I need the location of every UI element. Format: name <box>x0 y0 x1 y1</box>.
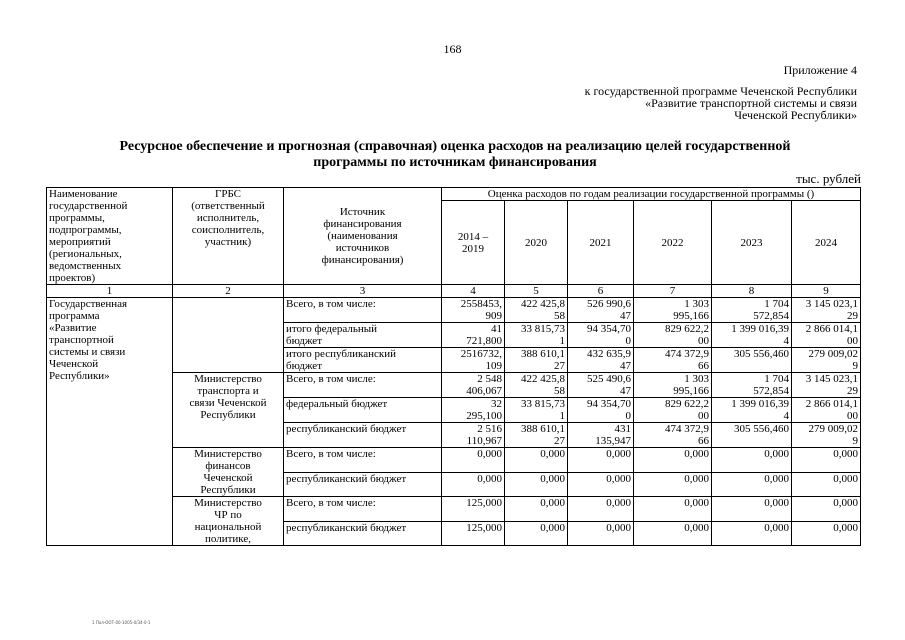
header-name-line: Наименование <box>49 188 118 200</box>
value-cell-line: 27 <box>554 435 565 447</box>
value-cell-line: 1 <box>559 410 565 422</box>
value-cell-line: 109 <box>485 360 502 372</box>
value-cell <box>505 472 568 497</box>
value-cell-line: 2558453, <box>460 298 502 310</box>
value-cell-line: 0,000 <box>606 448 631 460</box>
header-source-line: (наименования <box>327 230 398 242</box>
value-cell-line: 29 <box>847 385 859 397</box>
value-cell <box>505 298 568 323</box>
value-cell-line: 0,000 <box>540 472 565 485</box>
value-cell-line: 0,000 <box>764 448 789 460</box>
value-cell <box>792 423 861 448</box>
source-cell <box>284 348 442 373</box>
value-cell <box>792 472 861 497</box>
value-cell-line: 525 490,6 <box>587 373 631 385</box>
value-cell-line: 909 <box>485 310 502 322</box>
value-cell <box>634 373 712 398</box>
column-number: 8 <box>712 285 792 298</box>
value-cell-line: 3 145 023,1 <box>805 298 859 310</box>
header-year-line: 2020 <box>525 236 547 249</box>
header-name-line: проектов) <box>49 272 96 284</box>
value-cell-line: 00 <box>847 410 859 422</box>
header-name-line: государственной <box>49 200 128 212</box>
value-cell <box>505 348 568 373</box>
value-cell <box>442 497 505 522</box>
source-cell-line: Всего, в том числе: <box>286 448 376 460</box>
value-cell <box>442 448 505 473</box>
value-cell <box>442 298 505 323</box>
value-cell <box>634 298 712 323</box>
value-cell <box>634 521 712 546</box>
value-cell-line: 0,000 <box>764 521 789 534</box>
value-cell-line: 0,000 <box>684 521 709 534</box>
value-cell <box>634 423 712 448</box>
header-name <box>47 188 173 285</box>
value-cell <box>792 323 861 348</box>
appendix-line: к государственной программе Чеченской Республики <box>584 84 857 98</box>
value-cell <box>792 298 861 323</box>
value-cell <box>712 472 792 497</box>
column-number: 5 <box>505 285 568 298</box>
header-grbs <box>173 188 284 285</box>
source-cell-line: итого федеральный <box>286 323 378 335</box>
header-year <box>568 201 634 285</box>
value-cell <box>568 448 634 473</box>
program-name-cell <box>47 298 173 546</box>
source-cell-line: Всего, в том числе: <box>286 497 376 509</box>
header-source-line: источников <box>335 242 390 254</box>
value-cell-line: 0,000 <box>540 497 565 509</box>
value-cell <box>712 448 792 473</box>
column-number: 7 <box>634 285 712 298</box>
program-name-cell-line: транспортной <box>49 334 114 346</box>
program-name-cell-line: Государственная <box>49 298 128 310</box>
header-year-line: 2024 <box>815 236 837 249</box>
value-cell <box>568 298 634 323</box>
value-cell-line: 829 622,2 <box>665 398 709 410</box>
value-cell-line: 4 <box>783 410 789 422</box>
source-cell-line: республиканский бюджет <box>286 521 407 534</box>
value-cell-line: 00 <box>847 335 859 347</box>
header-year-line: 2014 – <box>457 230 489 243</box>
value-cell-line: 279 009,02 <box>808 348 859 360</box>
value-cell <box>712 373 792 398</box>
value-cell-line: 0,000 <box>833 521 859 534</box>
value-cell-line: 406,067 <box>466 385 502 397</box>
source-cell <box>284 521 442 546</box>
value-cell-line: 1 303 <box>684 298 709 310</box>
appendix-reference <box>585 85 857 121</box>
grbs-cell-line: политике, <box>204 533 251 545</box>
header-year-line: 2022 <box>661 236 684 249</box>
value-cell-line: 388 610,1 <box>521 348 565 360</box>
value-cell <box>712 497 792 522</box>
footer-code: 1 Пол-ООТ-00-1005-0/34-0-1 <box>92 620 151 625</box>
value-cell-line: 721,800 <box>466 335 502 347</box>
value-cell <box>568 472 634 497</box>
value-cell <box>505 521 568 546</box>
value-cell <box>505 423 568 448</box>
value-cell-line: 66 <box>698 435 709 447</box>
header-year-line: 2021 <box>589 236 612 249</box>
value-cell-line: 66 <box>698 360 709 372</box>
value-cell-line: 0,000 <box>684 497 709 509</box>
grbs-cell <box>173 448 284 497</box>
header-name-line: подпрограммы, <box>49 224 122 236</box>
source-cell-line: республиканский бюджет <box>286 423 407 435</box>
header-year <box>792 201 861 285</box>
header-name-line: мероприятий <box>49 236 111 248</box>
value-cell-line: 00 <box>698 410 709 422</box>
grbs-cell-line: национальной <box>194 521 262 533</box>
column-number: 3 <box>284 285 442 298</box>
header-year-line: 2019 <box>462 242 484 255</box>
grbs-cell-line: ЧР по <box>214 509 242 521</box>
value-cell-line: 572,854 <box>753 310 789 322</box>
source-cell <box>284 448 442 473</box>
source-cell <box>284 398 442 423</box>
title-line: программы по источникам финансирования <box>313 155 597 170</box>
column-numbers-row <box>47 285 861 298</box>
value-cell <box>634 448 712 473</box>
program-name-cell-line: Республики» <box>49 370 110 382</box>
value-cell-line: 0 <box>625 335 631 347</box>
value-cell <box>568 373 634 398</box>
column-number: 4 <box>442 285 505 298</box>
grbs-cell-line: Республики <box>200 409 256 421</box>
value-cell-line: 0,000 <box>477 472 502 485</box>
value-cell-line: 58 <box>554 385 565 397</box>
value-cell-line: 2 548 <box>477 373 502 385</box>
value-cell-line: 474 372,9 <box>665 423 709 435</box>
value-cell-line: 29 <box>847 310 859 322</box>
header-name-line: программы, <box>49 212 105 224</box>
grbs-cell-line: Чеченской <box>203 472 253 484</box>
source-cell <box>284 472 442 497</box>
header-year <box>712 201 792 285</box>
value-cell-line: 0,000 <box>606 497 631 509</box>
source-cell-line: республиканский бюджет <box>286 472 407 485</box>
value-cell-line: 829 622,2 <box>665 323 709 335</box>
value-cell-line: 1 303 <box>684 373 709 385</box>
header-grbs-line: (ответственный <box>191 200 265 212</box>
value-cell-line: 526 990,6 <box>587 298 631 310</box>
column-number: 1 <box>47 285 173 298</box>
units-label: тыс. рублей <box>796 171 861 186</box>
value-cell-line: 27 <box>554 360 565 372</box>
value-cell-line: 0,000 <box>684 448 709 460</box>
value-cell-line: 135,947 <box>595 435 631 447</box>
value-cell-line: 9 <box>852 360 859 372</box>
value-cell-line: 58 <box>554 310 565 322</box>
value-cell-line: 47 <box>620 385 631 397</box>
header-name-line: ведомственных <box>49 260 122 272</box>
program-name-cell-line: «Развитие <box>49 322 97 334</box>
value-cell-line: 4 <box>783 335 789 347</box>
value-cell <box>442 398 505 423</box>
value-cell <box>712 398 792 423</box>
value-cell-line: 995,166 <box>673 385 709 397</box>
value-cell-line: 2 516 <box>477 423 502 435</box>
column-number: 6 <box>568 285 634 298</box>
value-cell-line: 1 704 <box>764 373 789 385</box>
header-year <box>634 201 712 285</box>
value-cell-line: 47 <box>620 310 631 322</box>
header-grbs-line: участник) <box>204 236 252 248</box>
value-cell-line: 94 354,70 <box>587 398 631 410</box>
value-cell <box>568 497 634 522</box>
source-cell-line: итого республиканский <box>286 348 396 360</box>
value-cell <box>792 398 861 423</box>
value-cell-line: 0,000 <box>540 448 565 460</box>
header-grbs-line: ГРБС <box>214 188 242 200</box>
title-line: Ресурсное обеспечение и прогнозная (справочная) оценка расходов на реализацию целей государственной <box>119 139 791 154</box>
source-cell <box>284 373 442 398</box>
value-cell-line: 0 <box>625 410 631 422</box>
source-cell-line: бюджет <box>286 360 322 372</box>
source-cell-line: Всего, в том числе: <box>286 298 376 310</box>
value-cell-line: 0,000 <box>540 521 565 534</box>
value-cell <box>568 398 634 423</box>
value-cell <box>792 521 861 546</box>
table-row <box>47 298 861 323</box>
value-cell <box>568 423 634 448</box>
value-cell <box>568 521 634 546</box>
value-cell <box>505 497 568 522</box>
value-cell <box>792 448 861 473</box>
value-cell <box>442 373 505 398</box>
value-cell-line: 474 372,9 <box>665 348 709 360</box>
header-grbs-line: соисполнитель, <box>191 224 265 236</box>
grbs-cell-line: Министерство <box>194 448 262 460</box>
value-cell-line: 1 <box>559 335 565 347</box>
value-cell-line: 295,100 <box>466 410 502 422</box>
header-grbs-line: исполнитель, <box>196 212 260 224</box>
value-cell <box>712 298 792 323</box>
value-cell-line: 995,166 <box>673 310 709 322</box>
header-row <box>47 188 861 201</box>
value-cell <box>442 323 505 348</box>
value-cell-line: 00 <box>698 335 709 347</box>
column-number: 9 <box>792 285 861 298</box>
source-cell <box>284 423 442 448</box>
value-cell-line: 0,000 <box>764 472 789 485</box>
value-cell-line: 32 <box>491 398 502 410</box>
value-cell <box>634 472 712 497</box>
grbs-cell-line: финансов <box>205 460 251 472</box>
value-cell <box>792 348 861 373</box>
value-cell <box>634 497 712 522</box>
header-source <box>284 188 442 285</box>
value-cell <box>792 373 861 398</box>
value-cell-line: 388 610,1 <box>521 423 565 435</box>
resource-table <box>46 187 861 546</box>
source-cell-line: федеральный бюджет <box>286 398 388 410</box>
program-name-cell-line: программа <box>49 310 100 322</box>
program-name-cell-line: системы и связи <box>49 346 126 358</box>
source-cell-line: бюджет <box>286 335 322 347</box>
grbs-cell <box>173 373 284 448</box>
grbs-cell <box>173 497 284 546</box>
value-cell-line: 33 815,73 <box>521 398 565 410</box>
header-source-line: финансирования <box>323 218 402 230</box>
header-year <box>505 201 568 285</box>
value-cell-line: 0,000 <box>833 448 859 460</box>
value-cell <box>792 497 861 522</box>
value-cell-line: 33 815,73 <box>521 323 565 335</box>
grbs-cell-line: связи Чеченской <box>189 397 267 409</box>
value-cell-line: 1 399 016,39 <box>731 323 789 335</box>
value-cell-line: 2 866 014,1 <box>805 323 859 335</box>
value-cell-line: 0,000 <box>606 521 631 534</box>
source-cell-line: Всего, в том числе: <box>286 373 376 385</box>
value-cell-line: 431 <box>614 423 631 435</box>
value-cell <box>568 348 634 373</box>
value-cell-line: 2 866 014,1 <box>805 398 859 410</box>
value-cell-line: 422 425,8 <box>521 373 565 385</box>
value-cell-line: 1 704 <box>764 298 789 310</box>
header-name-line: (региональных, <box>49 248 122 260</box>
header-year <box>442 201 505 285</box>
document-title <box>46 139 864 171</box>
value-cell-line: 9 <box>852 435 859 447</box>
value-cell <box>442 348 505 373</box>
value-cell-line: 572,854 <box>753 385 789 397</box>
value-cell <box>505 448 568 473</box>
value-cell <box>442 423 505 448</box>
value-cell-line: 0,000 <box>833 472 859 485</box>
appendix-line: Чеченской Республики» <box>734 108 857 122</box>
value-cell <box>712 323 792 348</box>
header-year-line: 2023 <box>740 236 763 249</box>
value-cell-line: 0,000 <box>764 497 789 509</box>
value-cell-line: 432 635,9 <box>587 348 631 360</box>
header-source-line: финансирования) <box>321 254 404 266</box>
value-cell-line: 47 <box>620 360 631 372</box>
value-cell <box>442 521 505 546</box>
value-cell-line: 305 556,460 <box>734 348 789 360</box>
value-cell-line: 279 009,02 <box>808 423 859 435</box>
page-number: 168 <box>443 42 462 56</box>
value-cell <box>442 472 505 497</box>
column-number: 2 <box>173 285 284 298</box>
value-cell <box>712 348 792 373</box>
value-cell <box>505 373 568 398</box>
value-cell-line: 0,000 <box>606 472 631 485</box>
grbs-cell-line: Министерство <box>194 497 262 509</box>
value-cell-line: 0,000 <box>684 472 709 485</box>
source-cell <box>284 298 442 323</box>
source-cell <box>284 497 442 522</box>
value-cell <box>634 323 712 348</box>
value-cell-line: 0,000 <box>477 448 502 460</box>
value-cell-line: 422 425,8 <box>521 298 565 310</box>
value-cell-line: 1 399 016,39 <box>731 398 789 410</box>
grbs-cell-line: транспорта и <box>197 385 259 397</box>
program-name-cell-line: Чеченской <box>49 358 99 370</box>
header-source-line: Источник <box>339 206 386 218</box>
value-cell-line: 0,000 <box>833 497 859 509</box>
appendix-line: «Развитие транспортной системы и связи <box>645 96 857 110</box>
value-cell-line: 125,000 <box>466 497 502 509</box>
value-cell <box>505 398 568 423</box>
grbs-cell-line: Республики <box>200 484 256 496</box>
value-cell-line: 94 354,70 <box>587 323 631 335</box>
value-cell <box>634 348 712 373</box>
value-cell-line: 41 <box>491 323 502 335</box>
value-cell <box>568 323 634 348</box>
value-cell-line: 2516732, <box>460 348 502 360</box>
value-cell-line: 125,000 <box>466 521 502 534</box>
header-estimate: Оценка расходов по годам реализации государственной программы () <box>442 188 861 201</box>
value-cell <box>712 521 792 546</box>
value-cell <box>505 323 568 348</box>
grbs-cell-line: Министерство <box>194 373 262 385</box>
value-cell-line: 3 145 023,1 <box>805 373 859 385</box>
grbs-cell <box>173 298 284 373</box>
appendix-number: Приложение 4 <box>783 63 857 77</box>
source-cell <box>284 323 442 348</box>
value-cell-line: 305 556,460 <box>734 423 789 435</box>
value-cell <box>634 398 712 423</box>
value-cell <box>712 423 792 448</box>
value-cell-line: 110,967 <box>466 435 502 447</box>
